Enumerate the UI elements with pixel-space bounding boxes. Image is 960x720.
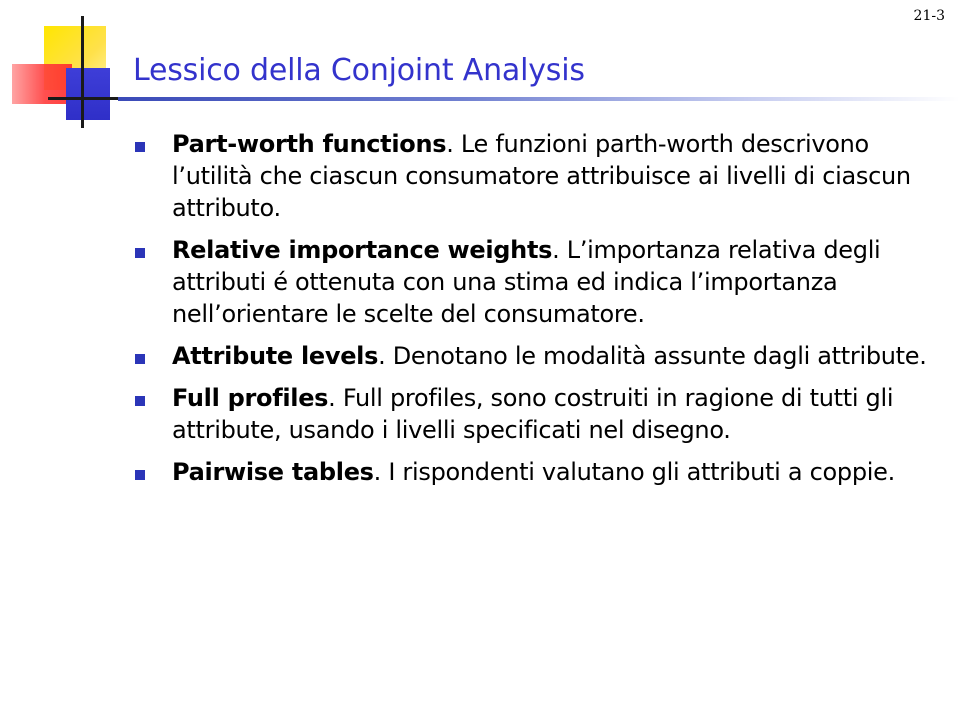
bullet-term: Relative importance weights	[172, 236, 553, 264]
bullet-item-full-profiles	[135, 382, 935, 446]
bullet-term: Pairwise tables	[172, 458, 374, 486]
square-bullet-icon	[135, 354, 145, 364]
bullet-item-part-worth	[135, 128, 935, 224]
title-underline	[118, 97, 960, 101]
bullet-item-pairwise-tables	[135, 456, 935, 488]
bullet-text: . I rispondenti valutano gli attributi a coppie.	[373, 458, 895, 486]
square-bullet-icon	[135, 396, 145, 406]
bullet-term: Full profiles	[172, 384, 329, 412]
bullet-text: . Full profiles, sono costruiti in ragione di tutti gli attribute, usando i livelli specificati nel disegno.	[172, 384, 894, 444]
bullet-text: . L’importanza relativa degli attributi é ottenuta con una stima ed indica l’importanza nell’orientare le scelte del consumatore.	[172, 236, 881, 328]
slide-number: 21-3	[913, 8, 945, 24]
square-bullet-icon	[135, 470, 145, 480]
bullet-item-attribute-levels	[135, 340, 935, 372]
vertical-line-decoration	[81, 16, 84, 128]
square-bullet-icon	[135, 248, 145, 258]
blue-square-decoration	[66, 68, 110, 120]
bullet-item-relative-importance	[135, 234, 935, 330]
bullet-text: . Denotano le modalità assunte dagli attribute.	[378, 342, 927, 370]
bullet-text: . Le funzioni parth-worth descrivono l’utilità che ciascun consumatore attribuisce ai livelli di ciascun attributo.	[172, 130, 911, 222]
slide-title: Lessico della Conjoint Analysis	[133, 53, 585, 88]
square-bullet-icon	[135, 142, 145, 152]
bullet-term: Part-worth functions	[172, 130, 447, 158]
decorative-logo	[0, 0, 140, 140]
bullet-list	[135, 128, 935, 498]
bullet-term: Attribute levels	[172, 342, 379, 370]
